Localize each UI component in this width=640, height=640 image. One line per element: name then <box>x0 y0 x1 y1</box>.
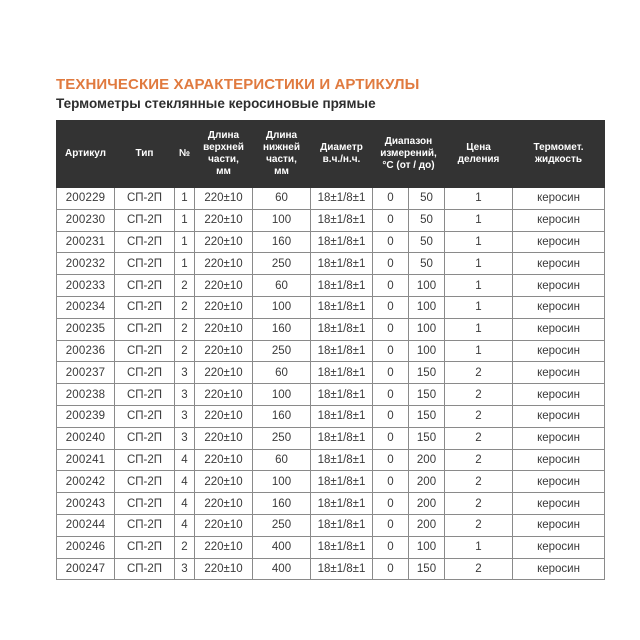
cell-article: 200246 <box>57 536 115 558</box>
cell-liquid: керосин <box>513 296 605 318</box>
cell-liquid: керосин <box>513 536 605 558</box>
cell-lower-length: 100 <box>253 471 311 493</box>
table-row <box>57 514 605 536</box>
cell-liquid: керосин <box>513 209 605 231</box>
table-row <box>57 340 605 362</box>
cell-upper-length: 220±10 <box>195 209 253 231</box>
cell-range-from: 0 <box>373 209 409 231</box>
cell-range-from: 0 <box>373 427 409 449</box>
cell-article: 200242 <box>57 471 115 493</box>
cell-article: 200243 <box>57 493 115 515</box>
cell-diameter: 18±1/8±1 <box>311 405 373 427</box>
cell-range-to: 100 <box>409 275 445 297</box>
cell-range-to: 150 <box>409 405 445 427</box>
cell-article: 200240 <box>57 427 115 449</box>
cell-lower-length: 250 <box>253 253 311 275</box>
cell-liquid: керосин <box>513 493 605 515</box>
cell-upper-length: 220±10 <box>195 188 253 210</box>
cell-division: 2 <box>445 362 513 384</box>
cell-range-from: 0 <box>373 536 409 558</box>
cell-range-to: 150 <box>409 427 445 449</box>
cell-number: 3 <box>175 558 195 580</box>
cell-number: 3 <box>175 362 195 384</box>
cell-article: 200229 <box>57 188 115 210</box>
cell-range-from: 0 <box>373 231 409 253</box>
cell-range-from: 0 <box>373 275 409 297</box>
table-row <box>57 384 605 406</box>
cell-diameter: 18±1/8±1 <box>311 231 373 253</box>
table-row <box>57 209 605 231</box>
cell-type: СП-2П <box>115 296 175 318</box>
cell-range-to: 50 <box>409 253 445 275</box>
table-body <box>57 188 605 580</box>
cell-division: 2 <box>445 405 513 427</box>
section-subtitle: Термометры стеклянные керосиновые прямые <box>56 96 376 111</box>
table-row <box>57 362 605 384</box>
cell-range-from: 0 <box>373 188 409 210</box>
cell-diameter: 18±1/8±1 <box>311 514 373 536</box>
cell-liquid: керосин <box>513 449 605 471</box>
cell-liquid: керосин <box>513 427 605 449</box>
cell-range-to: 150 <box>409 558 445 580</box>
table-row <box>57 296 605 318</box>
cell-upper-length: 220±10 <box>195 318 253 340</box>
cell-number: 2 <box>175 340 195 362</box>
table-row <box>57 188 605 210</box>
cell-diameter: 18±1/8±1 <box>311 362 373 384</box>
cell-diameter: 18±1/8±1 <box>311 318 373 340</box>
cell-type: СП-2П <box>115 188 175 210</box>
cell-number: 4 <box>175 449 195 471</box>
cell-number: 2 <box>175 275 195 297</box>
cell-type: СП-2П <box>115 449 175 471</box>
cell-article: 200232 <box>57 253 115 275</box>
cell-liquid: керосин <box>513 384 605 406</box>
cell-diameter: 18±1/8±1 <box>311 427 373 449</box>
cell-lower-length: 100 <box>253 209 311 231</box>
cell-liquid: керосин <box>513 405 605 427</box>
cell-lower-length: 250 <box>253 340 311 362</box>
table-row <box>57 449 605 471</box>
cell-liquid: керосин <box>513 188 605 210</box>
cell-diameter: 18±1/8±1 <box>311 209 373 231</box>
header-range: Диапазон измерений, °С (от / до) <box>373 121 445 188</box>
cell-liquid: керосин <box>513 340 605 362</box>
cell-upper-length: 220±10 <box>195 558 253 580</box>
cell-range-to: 150 <box>409 384 445 406</box>
cell-liquid: керосин <box>513 558 605 580</box>
table-header-row <box>57 121 605 188</box>
cell-division: 2 <box>445 384 513 406</box>
cell-division: 2 <box>445 427 513 449</box>
cell-range-from: 0 <box>373 405 409 427</box>
cell-division: 2 <box>445 514 513 536</box>
cell-diameter: 18±1/8±1 <box>311 384 373 406</box>
cell-article: 200238 <box>57 384 115 406</box>
cell-lower-length: 400 <box>253 536 311 558</box>
cell-diameter: 18±1/8±1 <box>311 558 373 580</box>
cell-type: СП-2П <box>115 275 175 297</box>
cell-range-from: 0 <box>373 362 409 384</box>
cell-upper-length: 220±10 <box>195 275 253 297</box>
cell-diameter: 18±1/8±1 <box>311 449 373 471</box>
cell-division: 1 <box>445 209 513 231</box>
cell-article: 200230 <box>57 209 115 231</box>
cell-range-to: 50 <box>409 231 445 253</box>
cell-range-to: 100 <box>409 296 445 318</box>
header-diameter: Диаметр в.ч./н.ч. <box>311 121 373 188</box>
table-row <box>57 318 605 340</box>
cell-range-from: 0 <box>373 253 409 275</box>
cell-number: 3 <box>175 405 195 427</box>
cell-range-from: 0 <box>373 340 409 362</box>
section-title: ТЕХНИЧЕСКИЕ ХАРАКТЕРИСТИКИ И АРТИКУЛЫ <box>56 76 420 93</box>
cell-number: 1 <box>175 188 195 210</box>
cell-upper-length: 220±10 <box>195 384 253 406</box>
cell-type: СП-2П <box>115 231 175 253</box>
cell-range-to: 100 <box>409 340 445 362</box>
header-article: Артикул <box>57 121 115 188</box>
cell-diameter: 18±1/8±1 <box>311 471 373 493</box>
cell-lower-length: 250 <box>253 514 311 536</box>
cell-number: 2 <box>175 536 195 558</box>
cell-diameter: 18±1/8±1 <box>311 493 373 515</box>
cell-division: 1 <box>445 318 513 340</box>
cell-division: 2 <box>445 493 513 515</box>
cell-range-to: 200 <box>409 449 445 471</box>
cell-division: 1 <box>445 275 513 297</box>
cell-liquid: керосин <box>513 514 605 536</box>
cell-number: 4 <box>175 514 195 536</box>
cell-number: 2 <box>175 296 195 318</box>
cell-type: СП-2П <box>115 427 175 449</box>
cell-type: СП-2П <box>115 362 175 384</box>
table-row <box>57 253 605 275</box>
cell-diameter: 18±1/8±1 <box>311 253 373 275</box>
cell-article: 200241 <box>57 449 115 471</box>
header-division: Цена деления <box>445 121 513 188</box>
cell-upper-length: 220±10 <box>195 471 253 493</box>
cell-upper-length: 220±10 <box>195 253 253 275</box>
cell-liquid: керосин <box>513 362 605 384</box>
header-lower-length: Длина нижней части, мм <box>253 121 311 188</box>
cell-diameter: 18±1/8±1 <box>311 536 373 558</box>
table-row <box>57 493 605 515</box>
cell-diameter: 18±1/8±1 <box>311 296 373 318</box>
cell-lower-length: 100 <box>253 384 311 406</box>
cell-upper-length: 220±10 <box>195 514 253 536</box>
cell-upper-length: 220±10 <box>195 362 253 384</box>
cell-type: СП-2П <box>115 253 175 275</box>
cell-article: 200235 <box>57 318 115 340</box>
cell-range-to: 100 <box>409 318 445 340</box>
cell-type: СП-2П <box>115 493 175 515</box>
cell-liquid: керосин <box>513 471 605 493</box>
cell-upper-length: 220±10 <box>195 340 253 362</box>
cell-type: СП-2П <box>115 514 175 536</box>
specs-table <box>56 120 605 580</box>
cell-lower-length: 100 <box>253 296 311 318</box>
cell-lower-length: 60 <box>253 188 311 210</box>
cell-article: 200234 <box>57 296 115 318</box>
cell-article: 200247 <box>57 558 115 580</box>
cell-range-to: 200 <box>409 493 445 515</box>
cell-diameter: 18±1/8±1 <box>311 340 373 362</box>
cell-lower-length: 60 <box>253 362 311 384</box>
cell-lower-length: 160 <box>253 318 311 340</box>
header-number: № <box>175 121 195 188</box>
cell-type: СП-2П <box>115 340 175 362</box>
header-type: Тип <box>115 121 175 188</box>
cell-liquid: керосин <box>513 275 605 297</box>
cell-range-from: 0 <box>373 296 409 318</box>
cell-range-to: 50 <box>409 188 445 210</box>
cell-article: 200231 <box>57 231 115 253</box>
cell-upper-length: 220±10 <box>195 449 253 471</box>
cell-range-from: 0 <box>373 449 409 471</box>
cell-liquid: керосин <box>513 231 605 253</box>
cell-division: 2 <box>445 449 513 471</box>
cell-number: 4 <box>175 471 195 493</box>
cell-range-from: 0 <box>373 318 409 340</box>
cell-liquid: керосин <box>513 318 605 340</box>
cell-lower-length: 160 <box>253 493 311 515</box>
cell-type: СП-2П <box>115 384 175 406</box>
cell-number: 1 <box>175 231 195 253</box>
cell-division: 1 <box>445 188 513 210</box>
cell-range-from: 0 <box>373 493 409 515</box>
cell-article: 200233 <box>57 275 115 297</box>
cell-division: 2 <box>445 471 513 493</box>
table-row <box>57 231 605 253</box>
cell-division: 2 <box>445 558 513 580</box>
cell-number: 1 <box>175 209 195 231</box>
table-row <box>57 471 605 493</box>
cell-upper-length: 220±10 <box>195 405 253 427</box>
table-row <box>57 536 605 558</box>
cell-type: СП-2П <box>115 471 175 493</box>
cell-range-from: 0 <box>373 471 409 493</box>
header-upper-length: Длина верхней части, мм <box>195 121 253 188</box>
cell-range-from: 0 <box>373 514 409 536</box>
cell-division: 1 <box>445 253 513 275</box>
cell-lower-length: 160 <box>253 231 311 253</box>
cell-number: 3 <box>175 384 195 406</box>
cell-type: СП-2П <box>115 209 175 231</box>
cell-diameter: 18±1/8±1 <box>311 275 373 297</box>
cell-number: 2 <box>175 318 195 340</box>
cell-lower-length: 160 <box>253 405 311 427</box>
cell-number: 3 <box>175 427 195 449</box>
cell-upper-length: 220±10 <box>195 536 253 558</box>
table-row <box>57 405 605 427</box>
table-row <box>57 427 605 449</box>
cell-upper-length: 220±10 <box>195 493 253 515</box>
cell-division: 1 <box>445 231 513 253</box>
cell-lower-length: 60 <box>253 449 311 471</box>
cell-article: 200237 <box>57 362 115 384</box>
cell-range-to: 100 <box>409 536 445 558</box>
cell-article: 200236 <box>57 340 115 362</box>
cell-range-to: 200 <box>409 471 445 493</box>
cell-division: 1 <box>445 340 513 362</box>
cell-type: СП-2П <box>115 318 175 340</box>
cell-type: СП-2П <box>115 405 175 427</box>
cell-article: 200239 <box>57 405 115 427</box>
cell-range-to: 200 <box>409 514 445 536</box>
cell-lower-length: 60 <box>253 275 311 297</box>
cell-article: 200244 <box>57 514 115 536</box>
cell-type: СП-2П <box>115 558 175 580</box>
cell-upper-length: 220±10 <box>195 296 253 318</box>
cell-range-to: 50 <box>409 209 445 231</box>
cell-lower-length: 400 <box>253 558 311 580</box>
cell-upper-length: 220±10 <box>195 427 253 449</box>
cell-range-from: 0 <box>373 384 409 406</box>
cell-liquid: керосин <box>513 253 605 275</box>
cell-number: 1 <box>175 253 195 275</box>
cell-range-from: 0 <box>373 558 409 580</box>
cell-type: СП-2П <box>115 536 175 558</box>
cell-diameter: 18±1/8±1 <box>311 188 373 210</box>
cell-lower-length: 250 <box>253 427 311 449</box>
header-liquid: Термомет. жидкость <box>513 121 605 188</box>
cell-division: 1 <box>445 296 513 318</box>
cell-number: 4 <box>175 493 195 515</box>
table-row <box>57 558 605 580</box>
cell-range-to: 150 <box>409 362 445 384</box>
cell-upper-length: 220±10 <box>195 231 253 253</box>
cell-division: 1 <box>445 536 513 558</box>
table-row <box>57 275 605 297</box>
